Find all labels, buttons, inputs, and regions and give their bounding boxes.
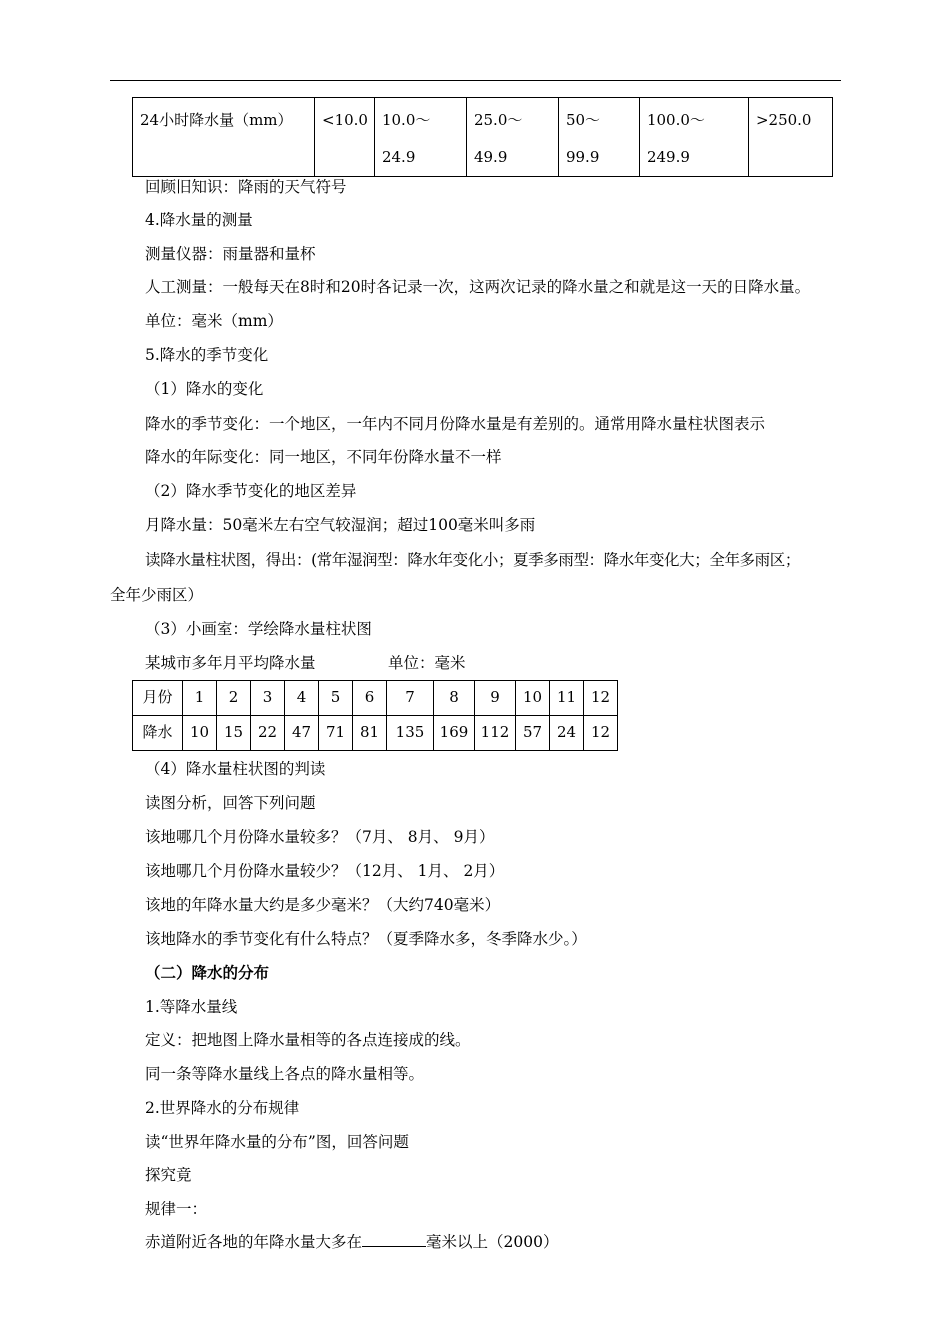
level-cell-text: 10.0～ 24.9 [381, 111, 431, 166]
month-cell: 8 [434, 681, 475, 716]
value-cell: 24 [550, 716, 584, 751]
value-cell: 12 [584, 716, 618, 751]
level-cell-text: 25.0～ 49.9 [473, 111, 523, 166]
text-line: 回顾旧知识：降雨的天气符号 [145, 178, 347, 196]
value-cell: 57 [516, 716, 550, 751]
month-cell: 12 [584, 681, 618, 716]
level-cell [639, 98, 748, 177]
section-heading: （二）降水的分布 [145, 963, 270, 982]
month-cell: 7 [387, 681, 434, 716]
level-cell [466, 98, 558, 177]
text-line: 人工测量：一般每天在8时和20时各记录一次，这两次记录的降水量之和就是这一天的日降水量。 [145, 278, 811, 296]
table-row [133, 681, 618, 716]
text-line: 读“世界年降水量的分布”图，回答问题 [145, 1133, 409, 1151]
text-line: 降水的季节变化：一个地区，一年内不同月份降水量是有差别的。通常用降水量柱状图表示 [145, 415, 766, 433]
question-line: 该地降水的季节变化有什么特点？（夏季降水多，冬季降水少。） [145, 930, 587, 948]
value-cell: 15 [217, 716, 251, 751]
section-heading: 4.降水量的测量 [145, 211, 253, 229]
value-cell: 135 [387, 716, 434, 751]
level-cell [374, 98, 466, 177]
fill-in-line [145, 1230, 558, 1252]
level-cell: >250.0 [748, 98, 832, 177]
row-header: 降水 [133, 716, 183, 751]
text-line: （3）小画室：学绘降水量柱状图 [145, 620, 372, 638]
month-cell: 3 [251, 681, 285, 716]
text-line: 读图分析，回答下列问题 [145, 794, 316, 812]
question-line: 该地哪几个月份降水量较多？（7月、 8月、 9月） [145, 828, 495, 846]
value-cell: 22 [251, 716, 285, 751]
text-line: 探究竟 [145, 1166, 192, 1184]
level-cell: <10.0 [315, 98, 375, 177]
answer-blank[interactable] [362, 1232, 426, 1247]
text-line: 规律一： [145, 1200, 208, 1218]
text-line: 单位：毫米（mm） [145, 312, 283, 330]
level-cell: 24小时降水量（mm） [133, 98, 315, 177]
month-cell: 5 [319, 681, 353, 716]
level-cell-text: 100.0～ 249.9 [646, 111, 705, 166]
text-line: 定义：把地图上降水量相等的各点连接成的线。 [145, 1031, 471, 1049]
text-line: 测量仪器：雨量器和量杯 [145, 245, 316, 263]
text-line: 全年少雨区） [110, 586, 204, 604]
month-cell: 1 [183, 681, 217, 716]
section-heading: 2.世界降水的分布规律 [145, 1099, 300, 1117]
value-cell: 47 [285, 716, 319, 751]
row-header: 月份 [133, 681, 183, 716]
table-caption: 某城市多年月平均降水量 [145, 654, 316, 672]
table-row [133, 716, 618, 751]
text-line: （1）降水的变化 [145, 380, 264, 398]
fill-in-prefix: 赤道附近各地的年降水量大多在 [145, 1233, 363, 1251]
text-line: （4）降水量柱状图的判读 [145, 760, 326, 778]
value-cell: 81 [353, 716, 387, 751]
level-cell: 50～99.9 [558, 98, 639, 177]
text-line: 月降水量：50毫米左右空气较湿润；超过100毫米叫多雨 [145, 516, 536, 534]
text-line: 降水的年际变化：同一地区，不同年份降水量不一样 [145, 448, 502, 466]
value-cell: 169 [434, 716, 475, 751]
monthly-precip-table [132, 680, 618, 751]
table-unit: 单位：毫米 [388, 654, 466, 672]
fill-in-suffix: 毫米以上（2000） [426, 1233, 559, 1251]
value-cell: 71 [319, 716, 353, 751]
text-line: （2）降水季节变化的地区差异 [145, 482, 357, 500]
question-line: 该地哪几个月份降水量较少？（12月、 1月、 2月） [145, 862, 505, 880]
header-rule [110, 80, 841, 81]
value-cell: 10 [183, 716, 217, 751]
section-heading: 5.降水的季节变化 [145, 346, 269, 364]
value-cell: 112 [475, 716, 516, 751]
month-cell: 9 [475, 681, 516, 716]
text-line: 同一条等降水量线上各点的降水量相等。 [145, 1065, 425, 1083]
month-cell: 10 [516, 681, 550, 716]
month-cell: 2 [217, 681, 251, 716]
month-cell: 6 [353, 681, 387, 716]
text-line: 读降水量柱状图，得出：(常年湿润型：降水年变化小；夏季多雨型：降水年变化大；全年多雨区； [145, 551, 800, 569]
question-line: 该地的年降水量大约是多少毫米？（大约740毫米） [145, 896, 501, 914]
month-cell: 4 [285, 681, 319, 716]
section-heading: 1.等降水量线 [145, 998, 238, 1016]
precip-level-table [132, 97, 833, 177]
month-cell: 11 [550, 681, 584, 716]
